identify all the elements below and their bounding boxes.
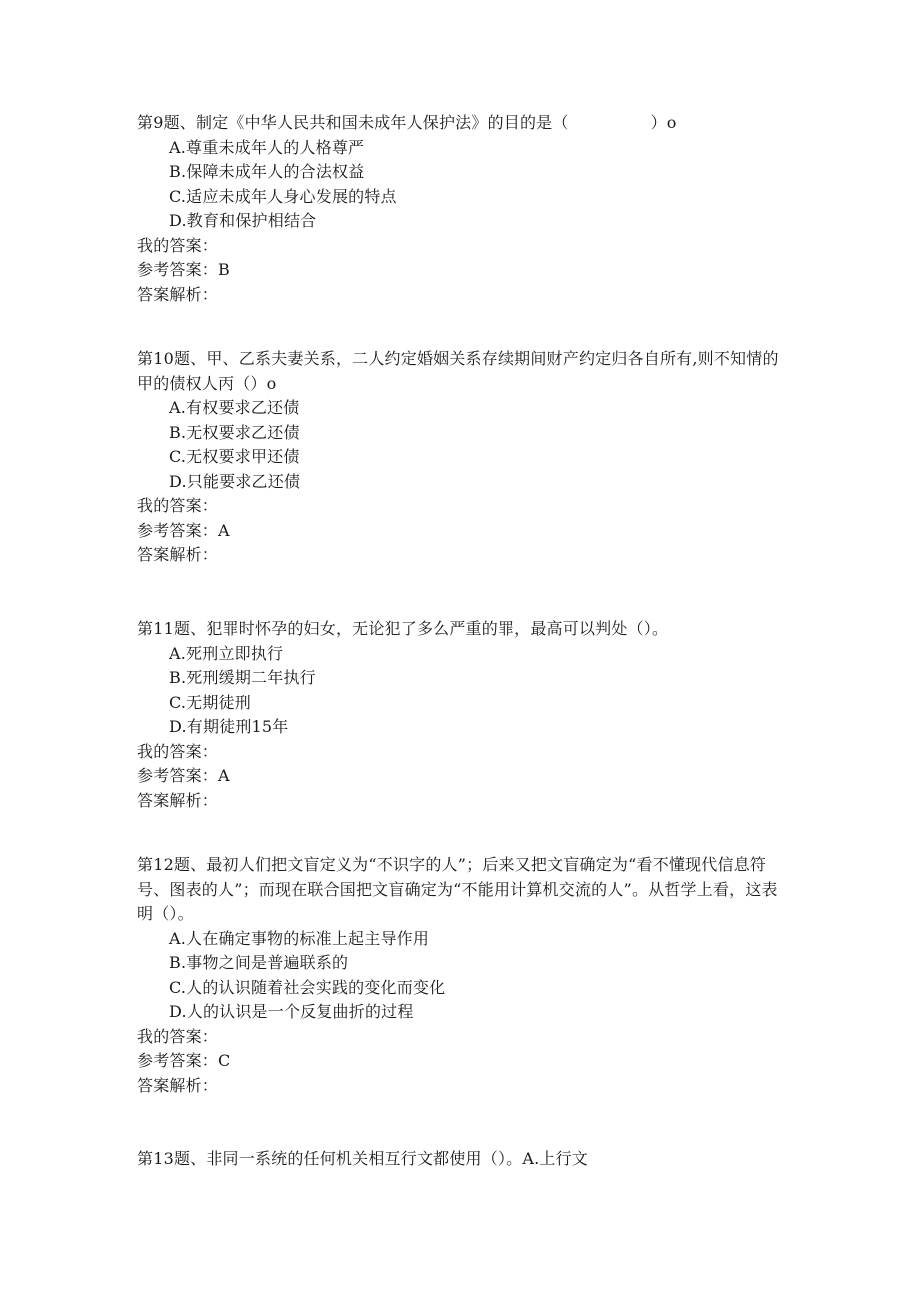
option-d: D.只能要求乙还债 bbox=[169, 471, 301, 491]
my-answer: 我的答案： bbox=[137, 235, 219, 255]
reference-answer: 参考答案：B bbox=[137, 260, 230, 279]
option-b: B.保障未成年人的合法权益 bbox=[169, 162, 365, 181]
option-list bbox=[137, 927, 787, 1025]
my-answer: 我的答案： bbox=[137, 1026, 219, 1046]
question-stem: 第11题、犯罪时怀孕的妇女，无论犯了多么严重的罪，最高可以判处（）。 bbox=[137, 619, 669, 638]
option-a: A.人在确定事物的标准上起主导作用 bbox=[169, 928, 430, 948]
answer-analysis: 答案解析： bbox=[137, 545, 219, 564]
my-answer: 我的答案： bbox=[137, 741, 219, 761]
answer-analysis: 答案解析： bbox=[137, 790, 219, 810]
option-c: C.人的认识随着社会实践的变化而变化 bbox=[169, 977, 446, 997]
answer-analysis: 答案解析： bbox=[137, 284, 219, 304]
question-11 bbox=[137, 617, 787, 813]
question-stem: 第10题、甲、乙系夫妻关系，二人约定婚姻关系存续期间财产约定归各自所有,则不知情的甲的债权人丙（）o bbox=[137, 349, 779, 393]
question-stem bbox=[137, 111, 787, 136]
option-c: C.无期徒刑 bbox=[169, 692, 251, 712]
option-list bbox=[137, 642, 787, 740]
option-a: A.有权要求乙还债 bbox=[169, 398, 300, 417]
question-9 bbox=[137, 111, 787, 307]
question-stem-end: ）o bbox=[650, 113, 677, 132]
option-b: B.无权要求乙还债 bbox=[169, 422, 300, 442]
reference-answer: 参考答案：C bbox=[137, 1051, 231, 1070]
question-stem: 第12题、最初人们把文盲定义为“不识字的人”；后来又把文盲确定为“看不懂现代信息符号、图表的人”；而现在联合国把文盲确定为“不能用计算机交流的人”。从哲学上看，这表明（）。 bbox=[137, 855, 778, 923]
option-d: D.教育和保护相结合 bbox=[169, 211, 317, 230]
option-list bbox=[137, 136, 787, 234]
option-a: A.死刑立即执行 bbox=[169, 643, 284, 663]
question-12 bbox=[137, 853, 787, 1098]
option-c: C.适应未成年人身心发展的特点 bbox=[169, 186, 397, 206]
option-b: B.事物之间是普遍联系的 bbox=[169, 953, 349, 972]
question-stem-start: 第9题、制定《中华人民共和国未成年人保护法》的目的是（ bbox=[137, 113, 569, 132]
option-b: B.死刑缓期二年执行 bbox=[169, 668, 316, 687]
question-10 bbox=[137, 347, 787, 568]
option-d: D.人的认识是一个反复曲折的过程 bbox=[169, 1002, 414, 1021]
option-a: A.尊重未成年人的人格尊严 bbox=[169, 137, 365, 157]
my-answer: 我的答案： bbox=[137, 496, 219, 515]
reference-answer: 参考答案：A bbox=[137, 520, 230, 540]
answer-analysis: 答案解析： bbox=[137, 1075, 219, 1095]
option-c: C.无权要求甲还债 bbox=[169, 447, 300, 466]
reference-answer: 参考答案：A bbox=[137, 766, 230, 785]
option-d: D.有期徒刑15年 bbox=[169, 717, 289, 736]
question-13 bbox=[137, 1147, 787, 1172]
option-list bbox=[137, 396, 787, 494]
question-stem: 第13题、非同一系统的任何机关相互行文都使用（）。A.上行文 bbox=[137, 1149, 589, 1168]
